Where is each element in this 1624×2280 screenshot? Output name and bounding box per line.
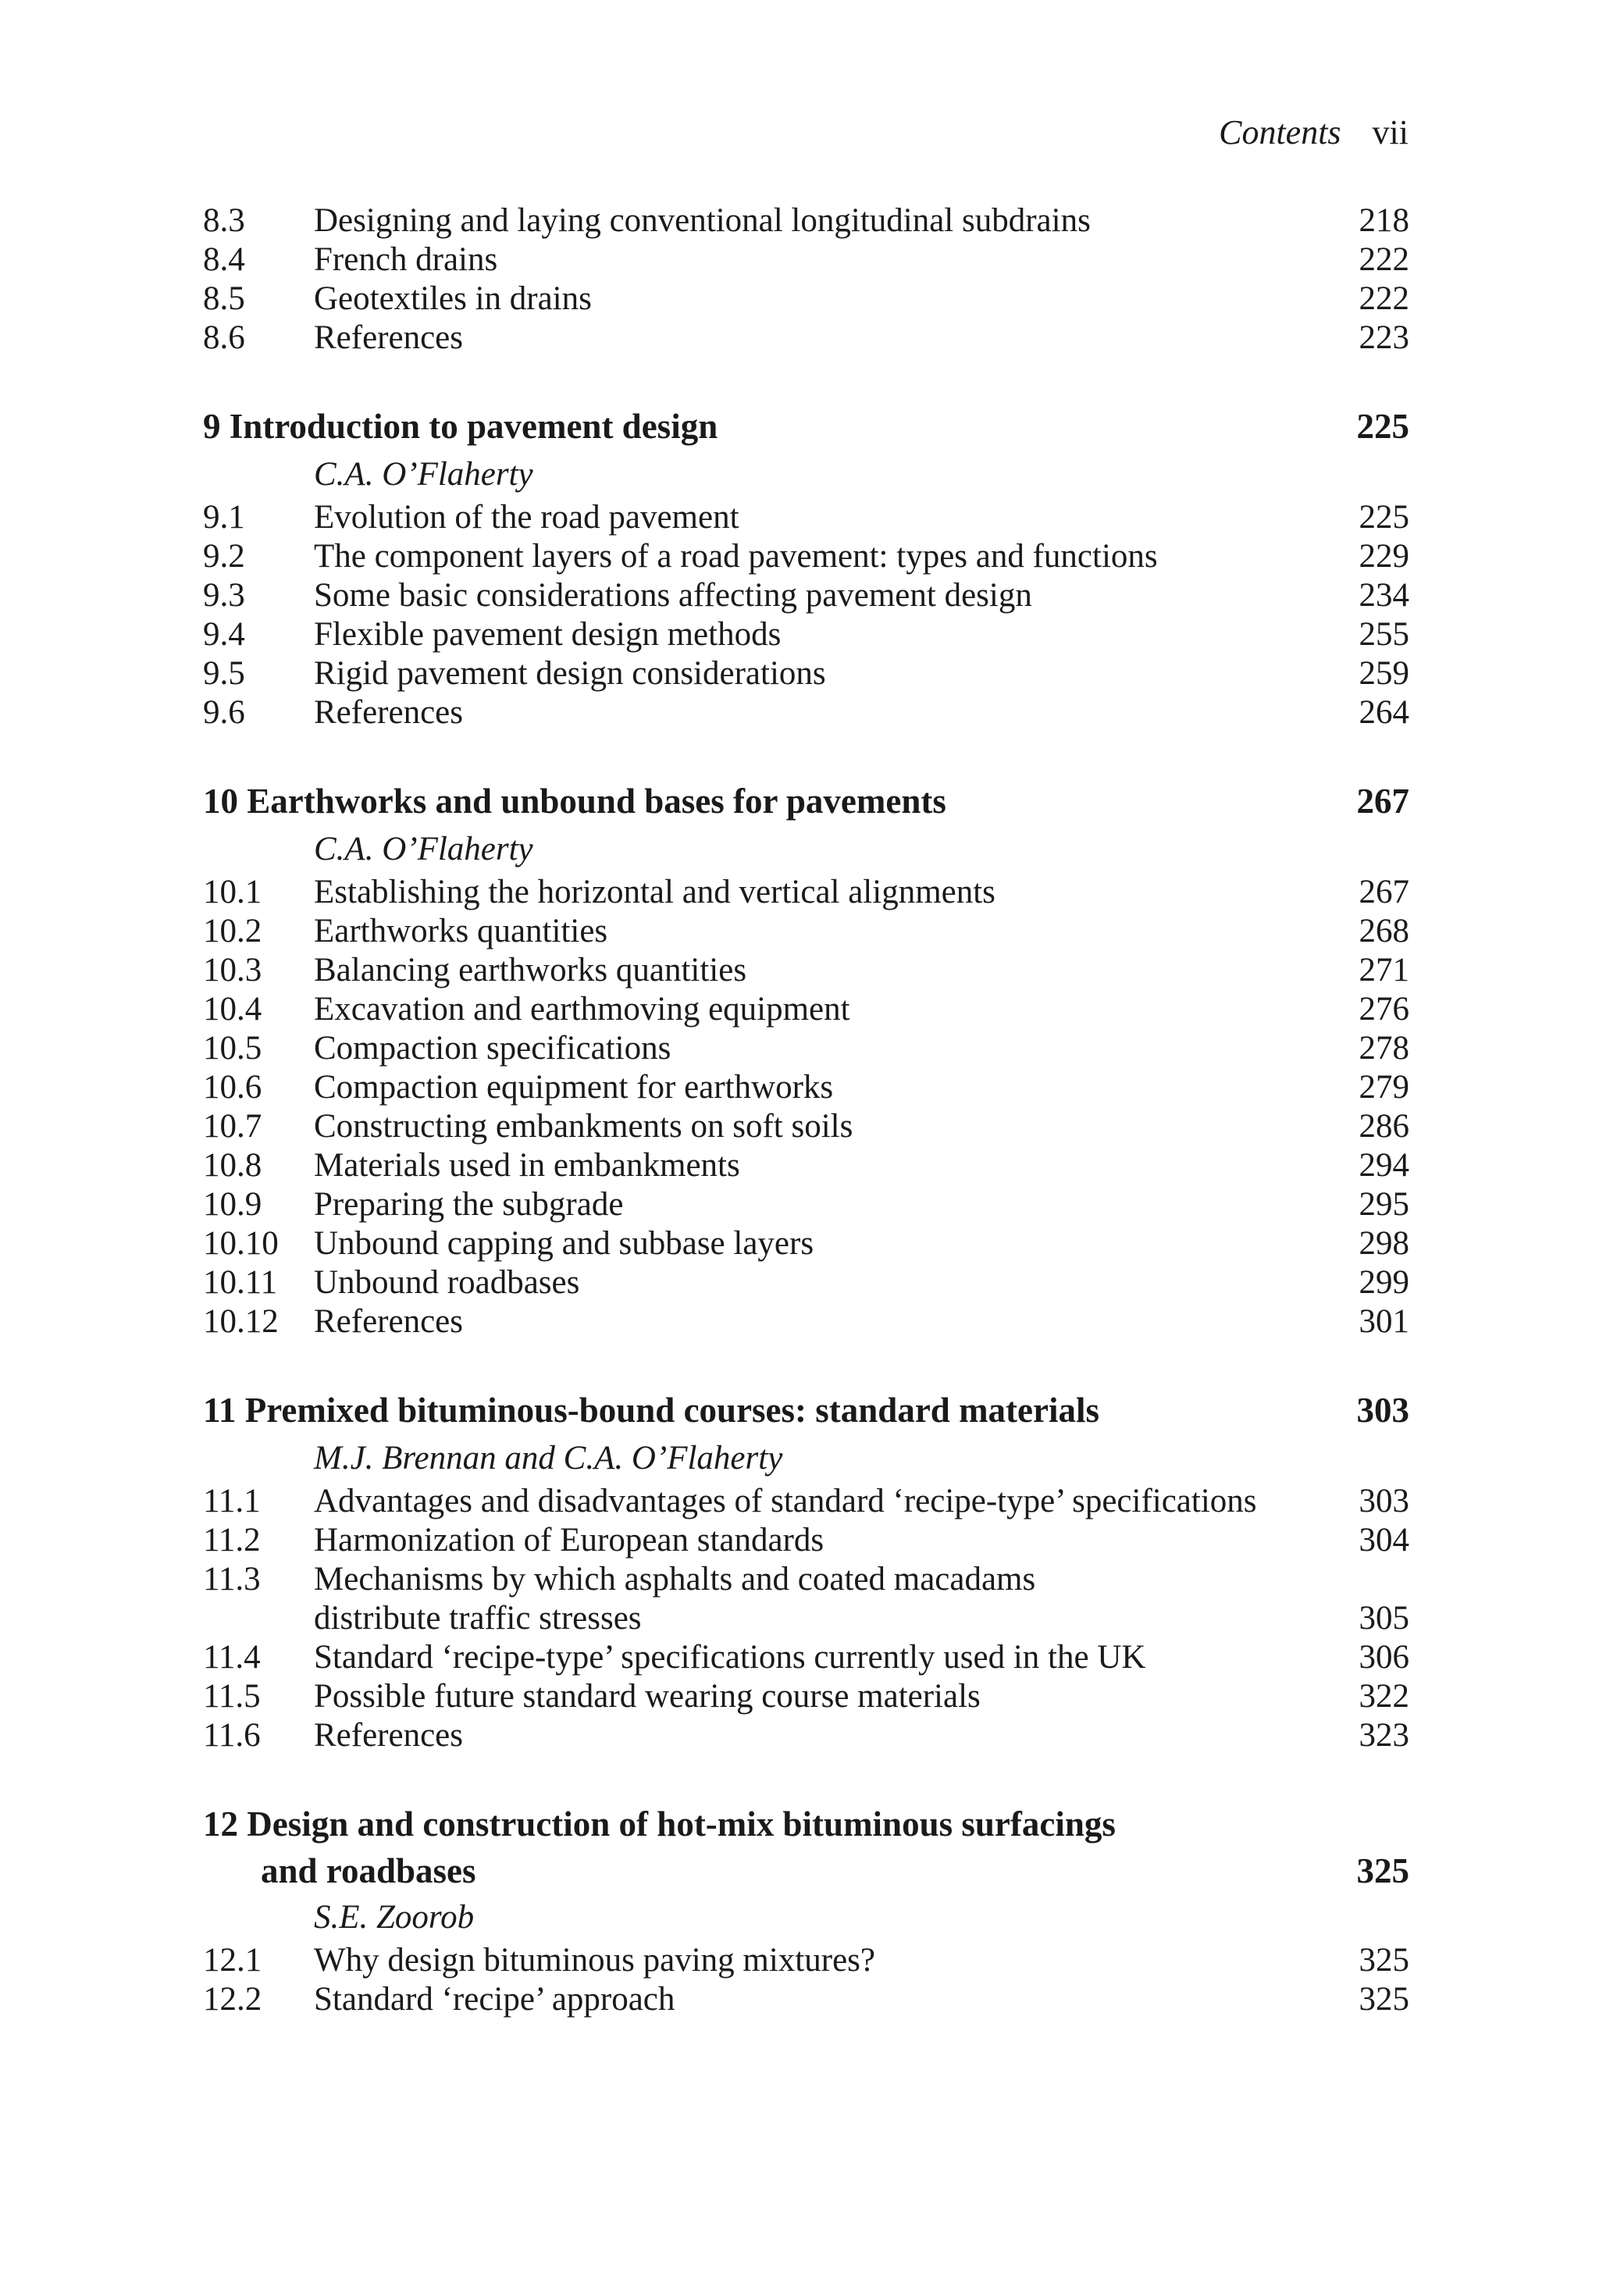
toc-entry (203, 1302, 1409, 1341)
section-number: 9.2 (203, 538, 245, 575)
section-number: 8.3 (203, 202, 245, 239)
section-title: Evolution of the road pavement (314, 499, 739, 536)
section-page: 295 (1359, 1186, 1409, 1223)
section-number: 8.5 (203, 280, 245, 317)
section-page: 222 (1359, 241, 1409, 278)
section-title: French drains (314, 241, 498, 278)
toc-entry (203, 1980, 1409, 2019)
section-title: Designing and laying conventional longitudinal subdrains (314, 202, 1091, 239)
section-number: 9.5 (203, 655, 245, 692)
chapter-page: 303 (1356, 1391, 1409, 1430)
section-title: Standard ‘recipe-type’ specifications currently used in the UK (314, 1639, 1146, 1676)
toc-entry (203, 1185, 1409, 1224)
section-title: References (314, 319, 463, 356)
toc-entry (203, 615, 1409, 654)
toc-entry (203, 912, 1409, 951)
spacer (203, 1341, 1409, 1387)
toc-entry (203, 1482, 1409, 1521)
chapter-author: C.A. O’Flaherty (314, 831, 533, 867)
section-number: 11.5 (203, 1678, 261, 1715)
section-title: Preparing the subgrade (314, 1186, 624, 1223)
section-page: 322 (1359, 1678, 1409, 1715)
chapter-heading-10 (203, 778, 1409, 826)
toc-entry (203, 1638, 1409, 1677)
section-title: Rigid pavement design considerations (314, 655, 826, 692)
section-title: Unbound roadbases (314, 1264, 580, 1301)
section-page: 305 (1359, 1600, 1409, 1637)
toc-entry (203, 873, 1409, 912)
chapter-author: M.J. Brennan and C.A. O’Flaherty (314, 1440, 783, 1477)
section-number: 10.4 (203, 991, 262, 1028)
section-title: Establishing the horizontal and vertical alignments (314, 874, 995, 910)
spacer (203, 358, 1409, 403)
section-title (314, 1560, 1360, 1638)
section-page: 268 (1359, 913, 1409, 949)
section-title: Constructing embankments on soft soils (314, 1108, 853, 1145)
chapter-author: S.E. Zoorob (314, 1899, 475, 1936)
toc-entry (203, 1068, 1409, 1107)
section-number: 10.1 (203, 874, 262, 910)
section-number: 10.12 (203, 1303, 279, 1340)
spacer (203, 732, 1409, 778)
section-page: 279 (1359, 1069, 1409, 1106)
toc-entry (203, 1224, 1409, 1263)
section-number: 10.8 (203, 1147, 262, 1184)
section-page: 267 (1359, 874, 1409, 910)
section-number: 11.3 (203, 1561, 261, 1598)
section-page: 304 (1359, 1522, 1409, 1559)
section-title: Geotextiles in drains (314, 280, 592, 317)
section-page: 278 (1359, 1030, 1409, 1067)
section-page: 306 (1359, 1639, 1409, 1676)
toc-entry (203, 1941, 1409, 1980)
section-page: 255 (1359, 616, 1409, 653)
chapter-title-line-1: 12 Design and construction of hot-mix bituminous surfacings (203, 1804, 1116, 1844)
section-number: 12.2 (203, 1981, 262, 2018)
section-number: 10.7 (203, 1108, 262, 1145)
toc-entry (203, 537, 1409, 576)
section-number: 11.6 (203, 1717, 261, 1754)
section-page: 299 (1359, 1264, 1409, 1301)
section-page: 294 (1359, 1147, 1409, 1184)
section-title-line-1: Mechanisms by which asphalts and coated macadams (314, 1561, 1036, 1598)
section-page: 298 (1359, 1225, 1409, 1262)
chapter-page: 267 (1356, 782, 1409, 821)
toc-entry (203, 654, 1409, 693)
section-page: 229 (1359, 538, 1409, 575)
toc-entry (203, 1560, 1409, 1638)
chapter-page: 325 (1356, 1851, 1409, 1890)
section-number: 12.1 (203, 1942, 262, 1979)
section-page: 225 (1359, 499, 1409, 536)
toc-entry (203, 1716, 1409, 1755)
chapter-author: C.A. O’Flaherty (314, 456, 533, 493)
spacer (203, 1755, 1409, 1801)
section-title: Excavation and earthmoving equipment (314, 991, 850, 1028)
section-number: 11.1 (203, 1483, 261, 1519)
section-page: 286 (1359, 1108, 1409, 1145)
section-page: 218 (1359, 202, 1409, 239)
section-title: Materials used in embankments (314, 1147, 740, 1184)
section-title: References (314, 694, 463, 731)
toc-entry (203, 319, 1409, 358)
section-page: 271 (1359, 952, 1409, 989)
toc-entry (203, 1146, 1409, 1185)
table-of-contents (203, 201, 1409, 2019)
section-number: 10.11 (203, 1264, 278, 1301)
toc-entry (203, 280, 1409, 319)
chapter-title-line-2: and roadbases (261, 1851, 476, 1890)
section-title: Why design bituminous paving mixtures? (314, 1942, 875, 1979)
chapter-title: 9 Introduction to pavement design (203, 407, 718, 446)
chapter-title: 10 Earthworks and unbound bases for pavements (203, 782, 946, 821)
section-title: Unbound capping and subbase layers (314, 1225, 814, 1262)
section-page: 234 (1359, 577, 1409, 614)
section-number: 11.2 (203, 1522, 261, 1559)
section-title: Standard ‘recipe’ approach (314, 1981, 675, 2018)
section-number: 9.6 (203, 694, 245, 731)
chapter-heading-11 (203, 1387, 1409, 1435)
section-title-line-2: distribute traffic stresses (314, 1600, 642, 1637)
section-title: Harmonization of European standards (314, 1522, 824, 1559)
toc-entry (203, 498, 1409, 537)
chapter-page: 225 (1356, 407, 1409, 446)
toc-entry (203, 1677, 1409, 1716)
section-title: Flexible pavement design methods (314, 616, 782, 653)
toc-entry (203, 240, 1409, 280)
section-page: 264 (1359, 694, 1409, 731)
toc-entry (203, 990, 1409, 1029)
section-page: 223 (1359, 319, 1409, 356)
section-title: Balancing earthworks quantities (314, 952, 747, 989)
running-head-title: Contents (1219, 113, 1341, 151)
section-title: The component layers of a road pavement: types and functions (314, 538, 1158, 575)
section-title: Possible future standard wearing course materials (314, 1678, 981, 1715)
section-page: 276 (1359, 991, 1409, 1028)
toc-entry (203, 1521, 1409, 1560)
section-number: 10.3 (203, 952, 262, 989)
section-page: 325 (1359, 1981, 1409, 2018)
running-head-page-number: vii (1372, 113, 1409, 151)
section-page: 222 (1359, 280, 1409, 317)
toc-entry (203, 1107, 1409, 1146)
toc-entry (203, 201, 1409, 240)
toc-entry (203, 951, 1409, 990)
chapter-heading-12 (203, 1801, 1409, 1894)
section-number: 10.9 (203, 1186, 262, 1223)
section-number: 10.2 (203, 913, 262, 949)
section-title: Advantages and disadvantages of standard ‘recipe-type’ specifications (314, 1483, 1257, 1519)
toc-entry (203, 1263, 1409, 1302)
section-title: Compaction equipment for earthworks (314, 1069, 834, 1106)
toc-entry (203, 693, 1409, 732)
section-title: References (314, 1303, 463, 1340)
section-page: 323 (1359, 1717, 1409, 1754)
section-number: 9.3 (203, 577, 245, 614)
section-number: 9.1 (203, 499, 245, 536)
section-number: 10.6 (203, 1069, 262, 1106)
section-title: References (314, 1717, 463, 1754)
section-page: 259 (1359, 655, 1409, 692)
running-head (1219, 109, 1409, 156)
section-number: 8.4 (203, 241, 245, 278)
section-number: 10.5 (203, 1030, 262, 1067)
chapter-heading-9 (203, 403, 1409, 451)
section-title: Earthworks quantities (314, 913, 608, 949)
chapter-title: 11 Premixed bituminous-bound courses: standard materials (203, 1391, 1100, 1430)
toc-entry (203, 576, 1409, 615)
section-page: 301 (1359, 1303, 1409, 1340)
section-page: 303 (1359, 1483, 1409, 1519)
section-number: 8.6 (203, 319, 245, 356)
section-number: 11.4 (203, 1639, 261, 1676)
section-title: Compaction specifications (314, 1030, 671, 1067)
section-number: 9.4 (203, 616, 245, 653)
toc-entry (203, 1029, 1409, 1068)
section-title: Some basic considerations affecting pavement design (314, 577, 1032, 614)
section-number: 10.10 (203, 1225, 279, 1262)
section-page: 325 (1359, 1942, 1409, 1979)
